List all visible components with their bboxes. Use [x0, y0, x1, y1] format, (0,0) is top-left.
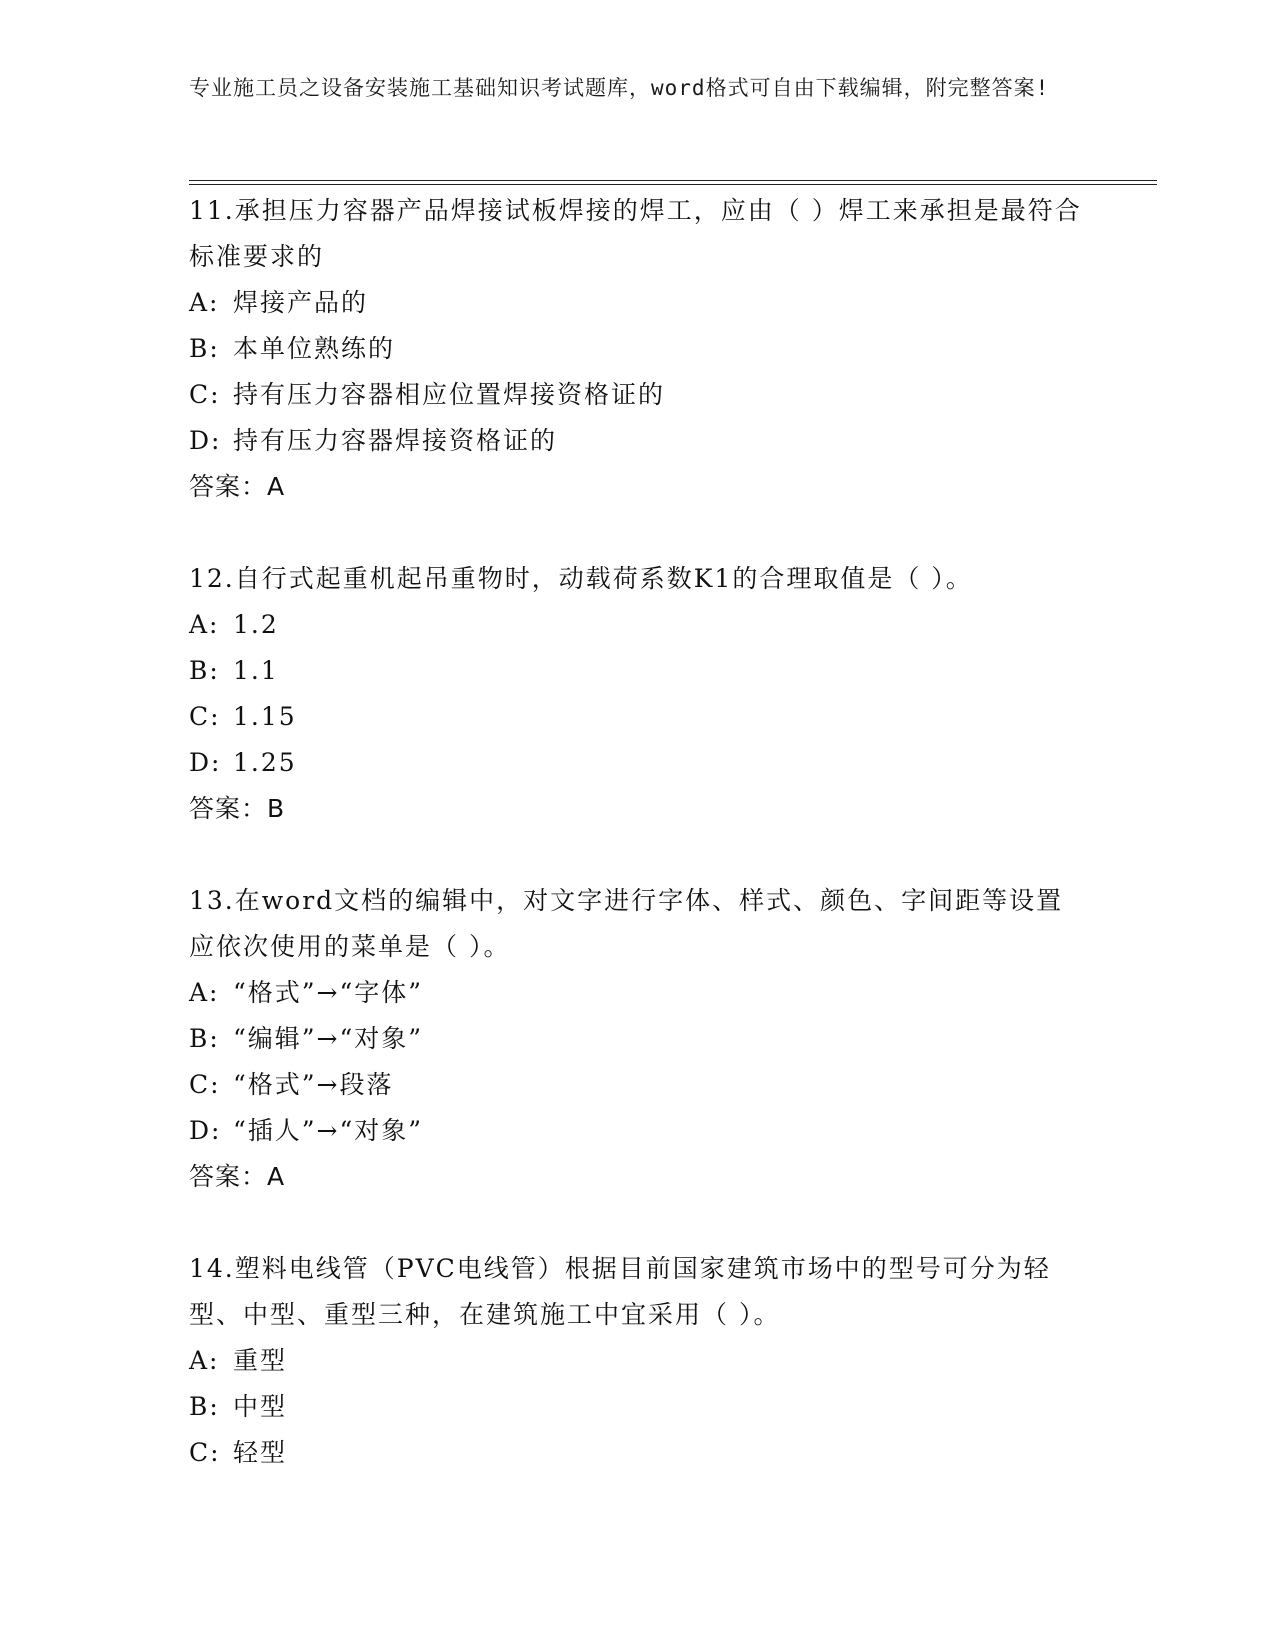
option-a — [189, 970, 1089, 1016]
question-stem: 11.承担压力容器产品焊接试板焊接的焊工，应由（ ）焊工来承担是最符合标准要求的 — [189, 196, 1082, 271]
option-text: 1.15 — [233, 702, 297, 731]
option-a — [189, 280, 1089, 326]
answer-line: 答案：A — [189, 472, 286, 501]
question-11 — [189, 188, 1089, 510]
option-letter: C: — [189, 380, 221, 409]
option-letter: B: — [189, 1024, 220, 1053]
option-letter: A: — [189, 610, 220, 639]
option-text: “编辑”→“对象” — [233, 1024, 424, 1053]
question-12 — [189, 556, 1089, 832]
question-stem: 13.在word文档的编辑中，对文字进行字体、样式、颜色、字间距等设置应依次使用的菜单是（ ）。 — [189, 886, 1064, 961]
option-letter: D: — [189, 426, 222, 455]
option-letter: A: — [189, 288, 220, 317]
option-letter: C: — [189, 1070, 221, 1099]
option-text: 1.2 — [233, 610, 279, 639]
option-text: 轻型 — [233, 1438, 288, 1467]
option-text: 1.25 — [233, 748, 297, 777]
option-text: “插人”→“对象” — [233, 1116, 424, 1145]
option-text: “格式”→“字体” — [233, 978, 424, 1007]
answer-line: 答案：B — [189, 794, 286, 823]
option-letter: B: — [189, 334, 220, 363]
document-header: 专业施工员之设备安装施工基础知识考试题库，word格式可自由下载编辑，附完整答案! — [189, 76, 1050, 100]
option-letter: C: — [189, 1438, 221, 1467]
option-letter: B: — [189, 1392, 220, 1421]
option-text: 中型 — [233, 1392, 288, 1421]
option-c — [189, 1430, 1089, 1476]
option-letter: B: — [189, 656, 220, 685]
header-divider-bottom — [189, 184, 1157, 185]
question-stem: 14.塑料电线管（PVC电线管）根据目前国家建筑市场中的型号可分为轻型、中型、重型三种，在建筑施工中宜采用（ ）。 — [189, 1254, 1051, 1329]
option-b — [189, 1016, 1089, 1062]
option-letter: D: — [189, 748, 222, 777]
answer-line: 答案：A — [189, 1162, 286, 1191]
option-a — [189, 602, 1089, 648]
option-text: 持有压力容器相应位置焊接资格证的 — [233, 380, 666, 409]
option-d — [189, 740, 1089, 786]
option-letter: A: — [189, 978, 220, 1007]
question-14 — [189, 1246, 1089, 1476]
option-a — [189, 1338, 1089, 1384]
option-text: 1.1 — [233, 656, 279, 685]
option-b — [189, 648, 1089, 694]
option-text: 本单位熟练的 — [233, 334, 396, 363]
option-c — [189, 694, 1089, 740]
option-text: “格式”→段落 — [233, 1070, 394, 1099]
question-list — [189, 188, 1089, 1522]
option-d — [189, 1108, 1089, 1154]
option-letter: D: — [189, 1116, 222, 1145]
option-text: 持有压力容器焊接资格证的 — [233, 426, 558, 455]
option-b — [189, 1384, 1089, 1430]
option-letter: A: — [189, 1346, 220, 1375]
option-b — [189, 326, 1089, 372]
option-d — [189, 418, 1089, 464]
option-c — [189, 372, 1089, 418]
header-divider-top — [189, 180, 1157, 181]
question-stem: 12.自行式起重机起吊重物时，动载荷系数K1的合理取值是（ ）。 — [189, 564, 973, 593]
option-c — [189, 1062, 1089, 1108]
question-13 — [189, 878, 1089, 1200]
option-letter: C: — [189, 702, 221, 731]
option-text: 重型 — [233, 1346, 288, 1375]
option-text: 焊接产品的 — [233, 288, 369, 317]
